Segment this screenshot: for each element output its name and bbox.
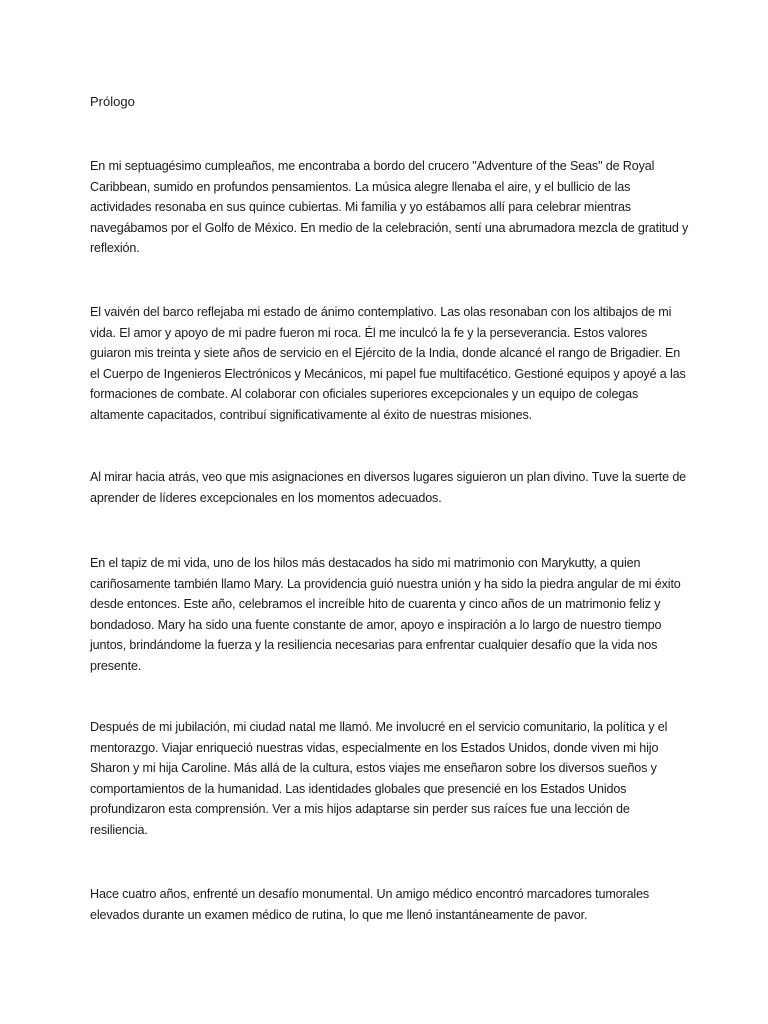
paragraph-marriage: En el tapiz de mi vida, uno de los hilos más destacados ha sido mi matrimonio con Marykutty, a quien cariñosamente también llamo Mary. La providencia guió nuestra unión y ha sido la piedra angular de mi éxito desde entonces. Este año, celebramos el increíble hito de cuarenta y cinco años de un matrimonio feliz y bondadoso. Mary ha sido una fuente constante de amor, apoyo e inspiración a lo largo de nuestro tiempo juntos, brindándome la fuerza y la resiliencia necesarias para enfrentar cualquier desafío que la vida nos presente. (90, 556, 681, 673)
paragraph-retirement: Después de mi jubilación, mi ciudad natal me llamó. Me involucré en el servicio comunitario, la política y el mentorazgo. Viajar enriqueció nuestras vidas, especialmente en los Estados Unidos, donde viven mi hijo Sharon y mi hija Caroline. Más allá de la cultura, estos viajes me enseñaron sobre los diversos sueños y comportamientos de la humanidad. Las identidades globales que presencié en los Estados Unidos profundizaron esta comprensión. Ver a mis hijos adaptarse sin perder sus raíces fue una lección de resiliencia. (90, 720, 668, 837)
paragraph-divine-plan: Al mirar hacia atrás, veo que mis asignaciones en diversos lugares siguieron un plan divino. Tuve la suerte de aprender de líderes excepcionales en los momentos adecuados. (90, 470, 687, 505)
paragraph-medical-challenge: Hace cuatro años, enfrenté un desafío monumental. Un amigo médico encontró marcadores tumorales elevados durante un examen médico de rutina, lo que me llenó instantáneamente de pavor. (90, 887, 650, 922)
paragraph-birthday-cruise: En mi septuagésimo cumpleaños, me encontraba a bordo del crucero "Adventure of the Seas" de Royal Caribbean, sumido en profundos pensamientos. La música alegre llenaba el aire, y el bullicio de las actividades resonaba en sus quince cubiertas. Mi familia y yo estábamos allí para celebrar mientras navegábamos por el Golfo de México. En medio de la celebración, sentí una abrumadora mezcla de gratitud y reflexión. (90, 159, 689, 255)
document-title: Prólogo (90, 94, 135, 109)
paragraph-army-service: El vaivén del barco reflejaba mi estado de ánimo contemplativo. Las olas resonaban con los altibajos de mi vida. El amor y apoyo de mi padre fueron mi roca. Él me inculcó la fe y la perseverancia. Estos valores guiaron mis treinta y siete años de servicio en el Ejército de la India, donde alcancé el rango de Brigadier. En el Cuerpo de Ingenieros Electrónicos y Mecánicos, mi papel fue multifacético. Gestioné equipos y apoyé a las formaciones de combate. Al colaborar con oficiales superiores excepcionales y un equipo de colegas altamente capacitados, contribuí significativamente al éxito de nuestras misiones. (90, 305, 686, 422)
